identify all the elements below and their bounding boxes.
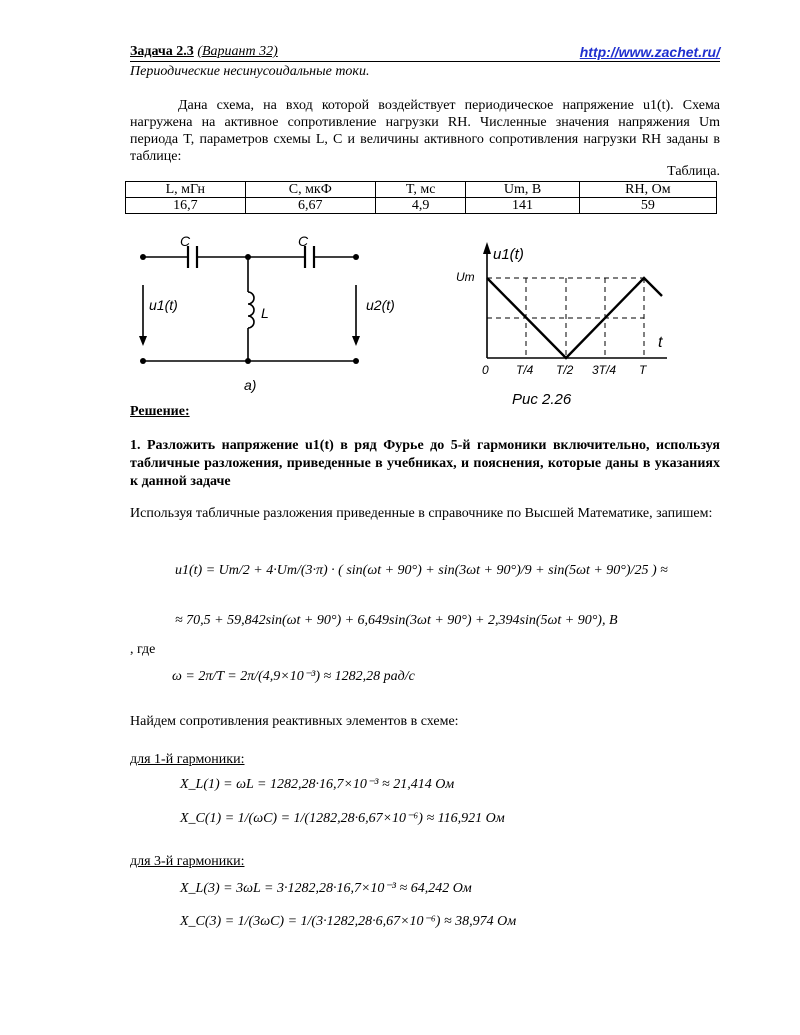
xl3-equation: X_L(3) = 3ωL = 3·1282,28·16,7×10⁻³ ≈ 64,242 Ом <box>180 881 472 896</box>
tick-label: T <box>639 363 647 377</box>
intro-paragraph: Дана схема, на вход которой воздействует периодическое напряжение u1(t). Схема нагружена на активное сопротивление нагрузки RH. Численные значения напряжения Um периода T, параметров схемы L, C и величины активного сопротивления нагрузки RH заданы в таблице: <box>130 98 720 164</box>
tick-label: 0 <box>482 363 489 377</box>
harmonic3-label: для 3-й гармоники: <box>130 854 245 869</box>
value-cell: 59 <box>579 198 716 214</box>
task-title: Задача 2.3 (Вариант 32) <box>130 44 278 59</box>
table-header-row <box>126 182 717 198</box>
output-label: u2(t) <box>366 297 395 313</box>
circuit-caption: а) <box>244 377 257 393</box>
header-cell: Um, В <box>466 182 579 198</box>
fourier-equation: u1(t) = Um/2 + 4·Um/(3·π) · ( sin(ωt + 90°) + sin(3ωt + 90°)/9 + sin(5ωt + 90°)/25 ) ≈ <box>175 563 668 578</box>
table-row <box>126 198 717 214</box>
omega-equation: ω = 2π/T = 2π/(4,9×10⁻³) ≈ 1282,28 рад/с <box>172 669 415 684</box>
circuit-diagram <box>130 230 400 400</box>
solution-label: Решение: <box>130 404 190 419</box>
reactance-intro: Найдем сопротивления реактивных элементов в схеме: <box>130 714 459 729</box>
numeric-series: ≈ 70,5 + 59,842sin(ωt + 90°) + 6,649sin(3ωt + 90°) + 2,394sin(5ωt + 90°), В <box>175 613 618 628</box>
header-cell: T, мс <box>375 182 465 198</box>
value-cell: 16,7 <box>126 198 246 214</box>
cap-left-label: C <box>180 233 191 249</box>
cap-right-label: C <box>298 233 309 249</box>
header-cell: L, мГн <box>126 182 246 198</box>
input-label: u1(t) <box>149 297 178 313</box>
value-cell: 4,9 <box>375 198 465 214</box>
subtitle: Периодические несинусоидальные токи. <box>130 64 370 79</box>
header-rule <box>130 61 720 62</box>
um-label: Um <box>456 270 475 284</box>
header-cell: C, мкФ <box>245 182 375 198</box>
waveform-title: u1(t) <box>493 246 524 263</box>
value-cell: 6,67 <box>245 198 375 214</box>
params-table <box>125 181 717 214</box>
site-link[interactable]: http://www.zachet.ru/ <box>579 44 720 60</box>
table-caption: Таблица. <box>667 164 720 179</box>
xc3-equation: X_C(3) = 1/(3ωC) = 1/(3·1282,28·6,67×10⁻⁶) ≈ 38,974 Ом <box>180 914 517 929</box>
figure-caption: Рис 2.26 <box>512 391 572 408</box>
tick-label: T/2 <box>556 363 574 377</box>
xl1-equation: X_L(1) = ωL = 1282,28·16,7×10⁻³ ≈ 21,414 Ом <box>180 777 455 792</box>
xc1-equation: X_C(1) = 1/(ωC) = 1/(1282,28·6,67×10⁻⁶) ≈ 116,921 Ом <box>180 811 505 826</box>
tick-label: 3T/4 <box>592 363 617 377</box>
inductor-label: L <box>261 305 269 321</box>
t-axis-label: t <box>658 334 663 351</box>
tick-label: T/4 <box>516 363 534 377</box>
value-cell: 141 <box>466 198 579 214</box>
waveform-plot <box>450 240 690 415</box>
step1-paragraph: Используя табличные разложения приведенные в справочнике по Высшей Математике, запишем: <box>130 506 713 521</box>
step1-heading: 1. Разложить напряжение u1(t) в ряд Фурье до 5-й гармоники включительно, используя табличные разложения, приведенные в учебниках, и пояснения, которые даны в указаниях к данной задаче <box>130 438 720 489</box>
where-text: , где <box>130 642 156 657</box>
harmonic1-label: для 1-й гармоники: <box>130 752 245 767</box>
header-cell: RH, Ом <box>579 182 716 198</box>
